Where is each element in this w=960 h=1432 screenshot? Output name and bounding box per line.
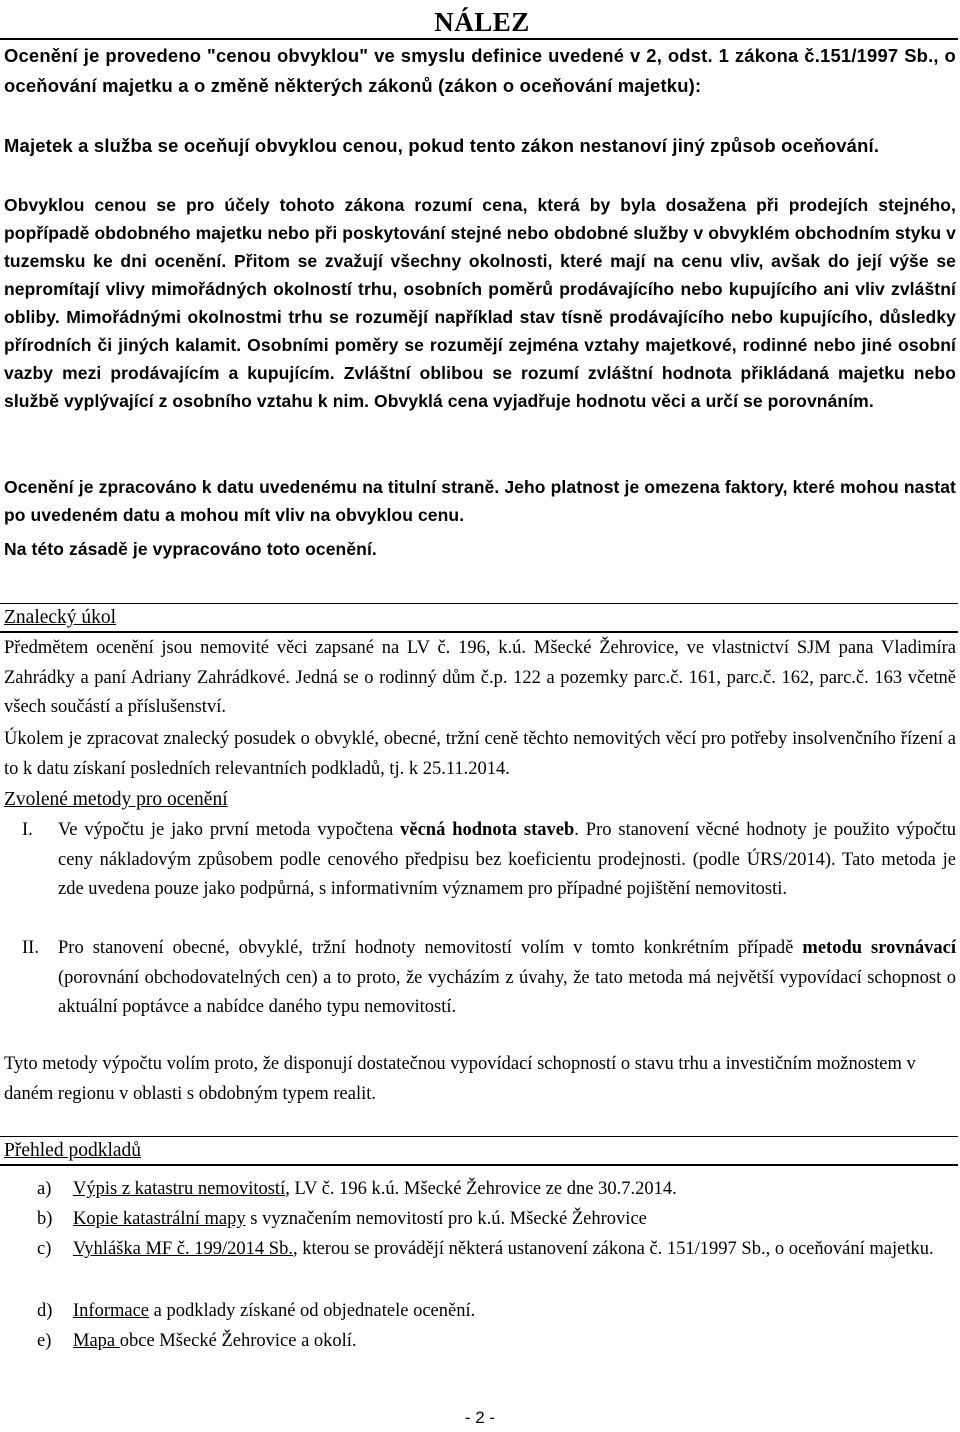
method-number: I. <box>22 820 33 840</box>
method-text-part: (porovnání obchodovatelných cen) a to proto, že vycházím z úvahy, že tato metoda má největší vypovídací schopnost o aktuální poptávce a nabídce daného typu nemovitostí. <box>58 967 956 1017</box>
source-letter: c) <box>37 1239 52 1259</box>
method-text <box>58 934 956 1023</box>
source-item <box>0 1173 960 1203</box>
source-text <box>73 1327 959 1357</box>
task-paragraph-2: Úkolem je zpracovat znalecký posudek o obvyklé, obecné, tržní ceně těchto nemovitých věcí pro potřeby insolvenčního řízení a to k datu získaní posledních relevantních podkladů, tj. k 25.11.2014. <box>4 729 956 779</box>
source-text <box>73 1175 959 1205</box>
source-letter: d) <box>37 1301 53 1321</box>
source-item <box>0 1295 960 1325</box>
method-text <box>58 816 956 905</box>
source-letter: e) <box>37 1331 52 1351</box>
source-rest: , LV č. 196 k.ú. Mšecké Žehrovice ze dne 30.7.2014. <box>285 1179 677 1199</box>
method-number: II. <box>22 938 39 958</box>
methods-heading: Zvolené metody pro ocenění <box>4 789 228 810</box>
section-heading-sources <box>0 1136 958 1166</box>
sources-heading: Přehled podkladů <box>4 1140 142 1161</box>
methods-closing-paragraph: Tyto metody výpočtu volím proto, že disponují dostatečnou vypovídací schopností o stavu trhu a investičním možnostem v daném regionu v oblasti s obdobným typem realit. <box>4 1054 916 1104</box>
intro-paragraph-5: Na této zásadě je vypracováno toto ocenění. <box>4 539 377 559</box>
source-item <box>0 1233 960 1295</box>
intro-paragraph-4: Ocenění je zpracováno k datu uvedenému na titulní straně. Jeho platnost je omezena faktory, které mohou nastat po uvedeném datu a mohou mít vliv na obvyklou cenu. <box>4 477 956 525</box>
source-link[interactable]: Mapa <box>73 1331 120 1351</box>
source-letter: b) <box>37 1209 53 1229</box>
method-text-part: Pro stanovení obecné, obvyklé, tržní hodnoty nemovitostí volím v tomto konkrétním případě <box>58 938 803 958</box>
intro-paragraph-1: Ocenění je provedeno "cenou obvyklou" ve smyslu definice uvedené v 2, odst. 1 zákona č.151/1997 Sb., o oceňování majetku a o změně některých zákonů (zákon o oceňování majetku): <box>4 45 956 96</box>
intro-paragraph-2: Majetek a služba se oceňují obvyklou cenou, pokud tento zákon nestanoví jiný způsob oceňování. <box>4 135 880 156</box>
title-text: NÁLEZ <box>434 7 530 37</box>
source-letter: a) <box>37 1179 52 1199</box>
method-name: věcná hodnota staveb <box>400 820 575 840</box>
method-text-part: Ve výpočtu je jako první metoda vypočtena <box>58 820 401 840</box>
method-name: metodu srovnávací <box>802 938 957 958</box>
sources-list <box>0 1173 960 1355</box>
source-link[interactable]: Výpis z katastru nemovitostí <box>73 1179 286 1199</box>
source-link[interactable]: Informace <box>73 1301 150 1321</box>
page-number: - 2 - <box>464 1408 496 1427</box>
source-item <box>0 1203 960 1233</box>
intro-paragraph-3: Obvyklou cenou se pro účely tohoto zákona rozumí cena, která by byla dosažena při prodejích stejného, popřípadě obdobného majetku nebo při poskytování stejné nebo obdobné služby v obvyklém obchodním styku v tuzemsku ke dni ocenění. Přitom se zvažují všechny okolnosti, které mají na cenu vliv, avšak do její výše se nepromítají vlivy mimořádných okolností trhu, osobních poměrů prodávajícího nebo kupujícího ani vliv zvláštní obliby. Mimořádnými okolnostmi trhu se rozumějí například stav tísně prodávajícího nebo kupujícího, důsledky přírodních či jiných kalamit. Osobními poměry se rozumějí zejména vztahy majetkové, rodinné nebo jiné osobní vazby mezi prodávajícím a kupujícím. Zvláštní oblibou se rozumí zvláštní hodnota přikládaná majetku nebo službě vyplývající z osobního vztahu k nim. Obvyklá cena vyjadřuje hodnotu věci a určí se porovnáním. <box>4 195 956 411</box>
source-text <box>73 1235 959 1265</box>
source-text <box>73 1297 959 1327</box>
task-heading: Znalecký úkol <box>4 607 117 628</box>
source-link[interactable]: Vyhláška MF č. 199/2014 Sb. <box>73 1239 293 1259</box>
source-item <box>0 1325 960 1355</box>
source-rest: obce Mšecké Žehrovice a okolí. <box>119 1331 357 1351</box>
source-rest: s vyznačením nemovitostí pro k.ú. Mšecké Žehrovice <box>245 1209 647 1229</box>
section-heading-task <box>0 603 958 633</box>
source-rest: a podklady získané od objednatele ocenění. <box>149 1301 476 1321</box>
source-text <box>73 1205 959 1235</box>
source-rest: , kterou se provádějí některá ustanovení zákona č. 151/1997 Sb., o oceňování majetku. <box>292 1239 934 1259</box>
method-text-part: . Pro stanovení věcné hodnoty je použito výpočtu ceny nákladovým způsobem podle cenového předpisu bez koeficientu prodejnosti. (podle ÚRS/2014). Tato metoda je zde uvedena pouze jako podpůrná, s informativním významem pro případné pojištění nemovitosti. <box>58 820 956 899</box>
task-paragraph-1: Předmětem ocenění jsou nemovité věci zapsané na LV č. 196, k.ú. Mšecké Žehrovice, ve vlastnictví SJM pana Vladimíra Zahrádky a paní Adriany Zahrádkové. Jedná se o rodinný dům č.p. 122 a pozemky parc.č. 161, parc.č. 162, parc.č. 163 včetně všech součástí a příslušenství. <box>4 638 956 717</box>
source-link[interactable]: Kopie katastrální mapy <box>73 1209 246 1229</box>
document-title <box>0 0 958 40</box>
